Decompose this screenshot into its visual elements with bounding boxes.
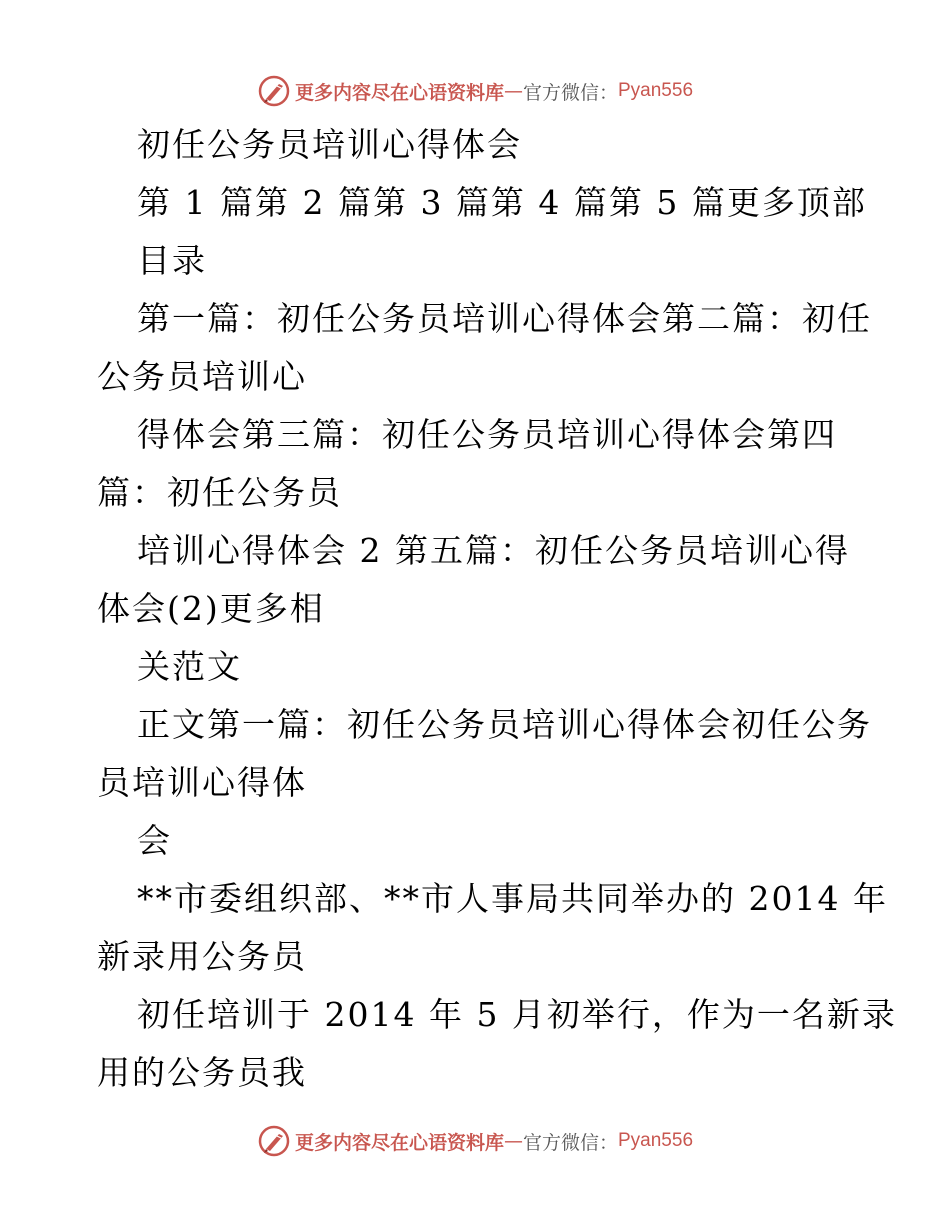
quill-pen-logo-icon — [257, 74, 291, 108]
watermark-dash: — — [503, 80, 523, 102]
watermark-wechat-label: 官方微信： — [522, 81, 618, 104]
document-line: 第 1 篇第 2 篇第 3 篇第 4 篇第 5 篇更多顶部 — [137, 183, 867, 222]
watermark-brand-text: 更多内容尽在心语资料库 — [294, 1131, 504, 1154]
document-body — [97, 116, 897, 1102]
header-watermark — [0, 71, 950, 111]
watermark-wechat-id: Pyan556 — [618, 80, 694, 101]
document-line: 篇：初任公务员 — [97, 473, 342, 512]
quill-pen-logo-icon — [257, 1124, 291, 1158]
document-line: 得体会第三篇：初任公务员培训心得体会第四 — [137, 415, 837, 454]
watermark-dash: — — [503, 1130, 523, 1152]
watermark-brand-text: 更多内容尽在心语资料库 — [294, 81, 504, 104]
document-line: **市委组织部、**市人事局共同举办的 2014 年 — [137, 879, 888, 918]
document-line: 新录用公务员 — [97, 937, 307, 976]
document-line: 正文第一篇：初任公务员培训心得体会初任公务 — [137, 705, 872, 744]
document-line: 初任公务员培训心得体会 — [137, 125, 522, 164]
document-line: 用的公务员我 — [97, 1053, 307, 1092]
document-line: 体会(2)更多相 — [97, 589, 325, 628]
document-line: 目录 — [137, 241, 207, 280]
watermark-wechat-id: Pyan556 — [618, 1130, 694, 1151]
document-line: 会 — [137, 821, 172, 860]
document-line: 员培训心得体 — [97, 763, 307, 802]
document-line: 初任培训于 2014 年 5 月初举行，作为一名新录 — [137, 995, 897, 1034]
footer-watermark — [0, 1121, 950, 1161]
watermark-wechat-label: 官方微信： — [522, 1131, 618, 1154]
document-line: 关范文 — [137, 647, 242, 686]
document-line: 公务员培训心 — [97, 357, 307, 396]
document-line: 第一篇：初任公务员培训心得体会第二篇：初任 — [137, 299, 872, 338]
document-line: 培训心得体会 2 第五篇：初任公务员培训心得 — [137, 531, 850, 570]
